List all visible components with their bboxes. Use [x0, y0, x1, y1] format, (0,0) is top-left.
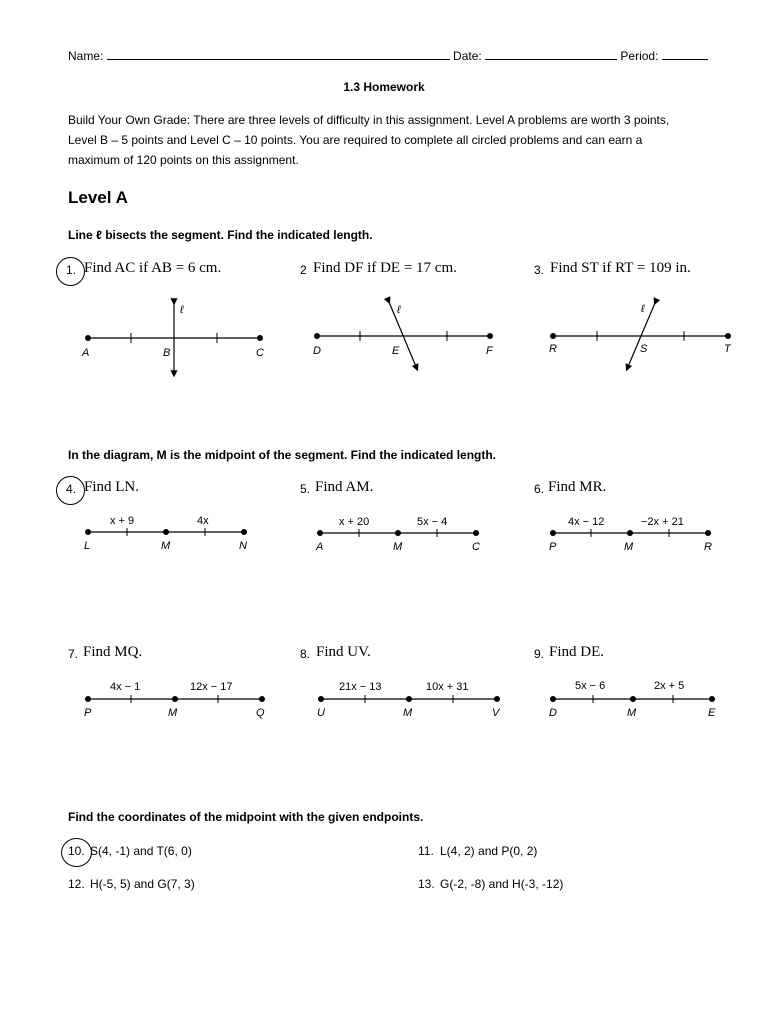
endpoint-dot [550, 333, 556, 339]
section2-instruction: In the diagram, M is the midpoint of the segment. Find the indicated length. [68, 448, 497, 462]
point-label: A [82, 347, 90, 359]
point-label: P [84, 707, 92, 719]
date-label: Date: [453, 49, 482, 63]
problem-text: G(-2, -8) and H(-3, -12) [440, 877, 564, 891]
problem-prompt: Find MQ. [83, 644, 143, 660]
point-label: T [724, 343, 731, 355]
problem-text: L(4, 2) and P(0, 2) [440, 844, 538, 858]
endpoint-dot [314, 333, 320, 339]
problem-number: 2 [300, 263, 307, 277]
problem-number: 7. [68, 647, 79, 661]
midpoint-diagram-9 [549, 680, 716, 719]
point-label: M [161, 540, 171, 552]
point-label: L [84, 540, 91, 552]
line-label: ℓ [641, 303, 645, 315]
point-label: E [392, 345, 400, 357]
bisector-diagram-3 [549, 303, 732, 369]
endpoint-dot [257, 335, 263, 341]
point-label: R [549, 343, 557, 355]
name-label: Name: [68, 49, 104, 63]
problem-number: 10. [68, 844, 85, 858]
problem-prompt: Find LN. [84, 479, 140, 495]
line-label: ℓ [397, 304, 401, 316]
point-label: U [317, 707, 325, 719]
endpoint-dot [487, 333, 493, 339]
point-label: M [627, 707, 637, 719]
point-label: A [316, 541, 324, 553]
intro-line-1: Build Your Own Grade: There are three levels of difficulty in this assignment. Level A problems are worth 3 points, [68, 113, 670, 127]
segment-expression: 2x + 5 [654, 680, 685, 692]
point-label: R [704, 541, 712, 553]
point-label: P [549, 541, 557, 553]
point-label: M [168, 707, 178, 719]
intro-line-2: Level B – 5 points and Level C – 10 points. You are required to complete all circled problems and can earn a [68, 133, 643, 147]
problem-text: H(-5, 5) and G(7, 3) [90, 877, 195, 891]
point-label: V [492, 707, 500, 719]
point-label: C [472, 541, 480, 553]
point-label: C [256, 347, 264, 359]
problem-prompt: Find DF if DE = 17 cm. [313, 260, 457, 276]
problem-prompt: Find AM. [315, 479, 374, 495]
section1-instruction: Line ℓ bisects the segment. Find the indicated length. [68, 228, 373, 242]
segment-expression: 4x − 1 [110, 681, 141, 693]
section3-instruction: Find the coordinates of the midpoint with the given endpoints. [68, 810, 424, 824]
problem-text: S(4, -1) and T(6, 0) [90, 844, 192, 858]
point-label: M [624, 541, 634, 553]
segment-expression: 5x − 4 [417, 516, 448, 528]
problem-number: 5. [300, 482, 311, 496]
bisector-diagram-1 [81, 303, 264, 375]
point-label: E [708, 707, 716, 719]
problem-number: 11. [418, 844, 434, 858]
segment-expression: x + 20 [339, 516, 370, 528]
point-label: B [163, 347, 171, 359]
problem-number: 3. [534, 263, 545, 277]
problem-prompt: Find DE. [549, 644, 605, 660]
problem-prompt: Find UV. [316, 644, 371, 660]
segment-expression: 10x + 31 [426, 681, 469, 693]
problem-prompt: Find ST if RT = 109 in. [550, 260, 691, 276]
problem-number: 4. [66, 482, 77, 496]
point-label: D [549, 707, 557, 719]
intro-line-3: maximum of 120 points on this assignment. [68, 153, 299, 167]
problem-prompt: Find AC if AB = 6 cm. [84, 260, 222, 276]
midpoint-diagram-7 [84, 681, 265, 719]
point-label: N [239, 540, 247, 552]
midpoint-diagram-5 [315, 516, 480, 553]
endpoint-dot [725, 333, 731, 339]
page-title: 1.3 Homework [343, 80, 425, 94]
segment-expression: 5x − 6 [575, 680, 606, 692]
problem-number: 9. [534, 647, 545, 661]
point-label: D [313, 345, 321, 357]
segment-expression: 4x [197, 515, 209, 527]
problem-prompt: Find MR. [548, 479, 607, 495]
segment-expression: 21x − 13 [339, 681, 382, 693]
midpoint-diagram-8 [317, 681, 501, 719]
bisector-diagram-2 [313, 302, 494, 369]
segment-expression: x + 9 [110, 515, 135, 527]
point-label: S [640, 343, 648, 355]
segment-expression: 4x − 12 [568, 516, 605, 528]
point-label: Q [256, 707, 265, 719]
point-label: M [403, 707, 413, 719]
point-label: M [393, 541, 403, 553]
midpoint-diagram-6 [549, 516, 712, 553]
level-heading: Level A [68, 188, 128, 207]
period-label: Period: [620, 49, 659, 63]
endpoint-dot [85, 335, 91, 341]
problem-number: 8. [300, 647, 311, 661]
line-label: ℓ [180, 304, 184, 316]
segment-expression: −2x + 21 [641, 516, 684, 528]
problem-number: 6. [534, 482, 545, 496]
problem-number: 12. [68, 877, 85, 891]
problem-number: 13. [418, 877, 435, 891]
problem-number: 1. [66, 263, 77, 277]
midpoint-diagram-4 [84, 515, 247, 552]
point-label: F [486, 345, 493, 357]
segment-expression: 12x − 17 [190, 681, 233, 693]
